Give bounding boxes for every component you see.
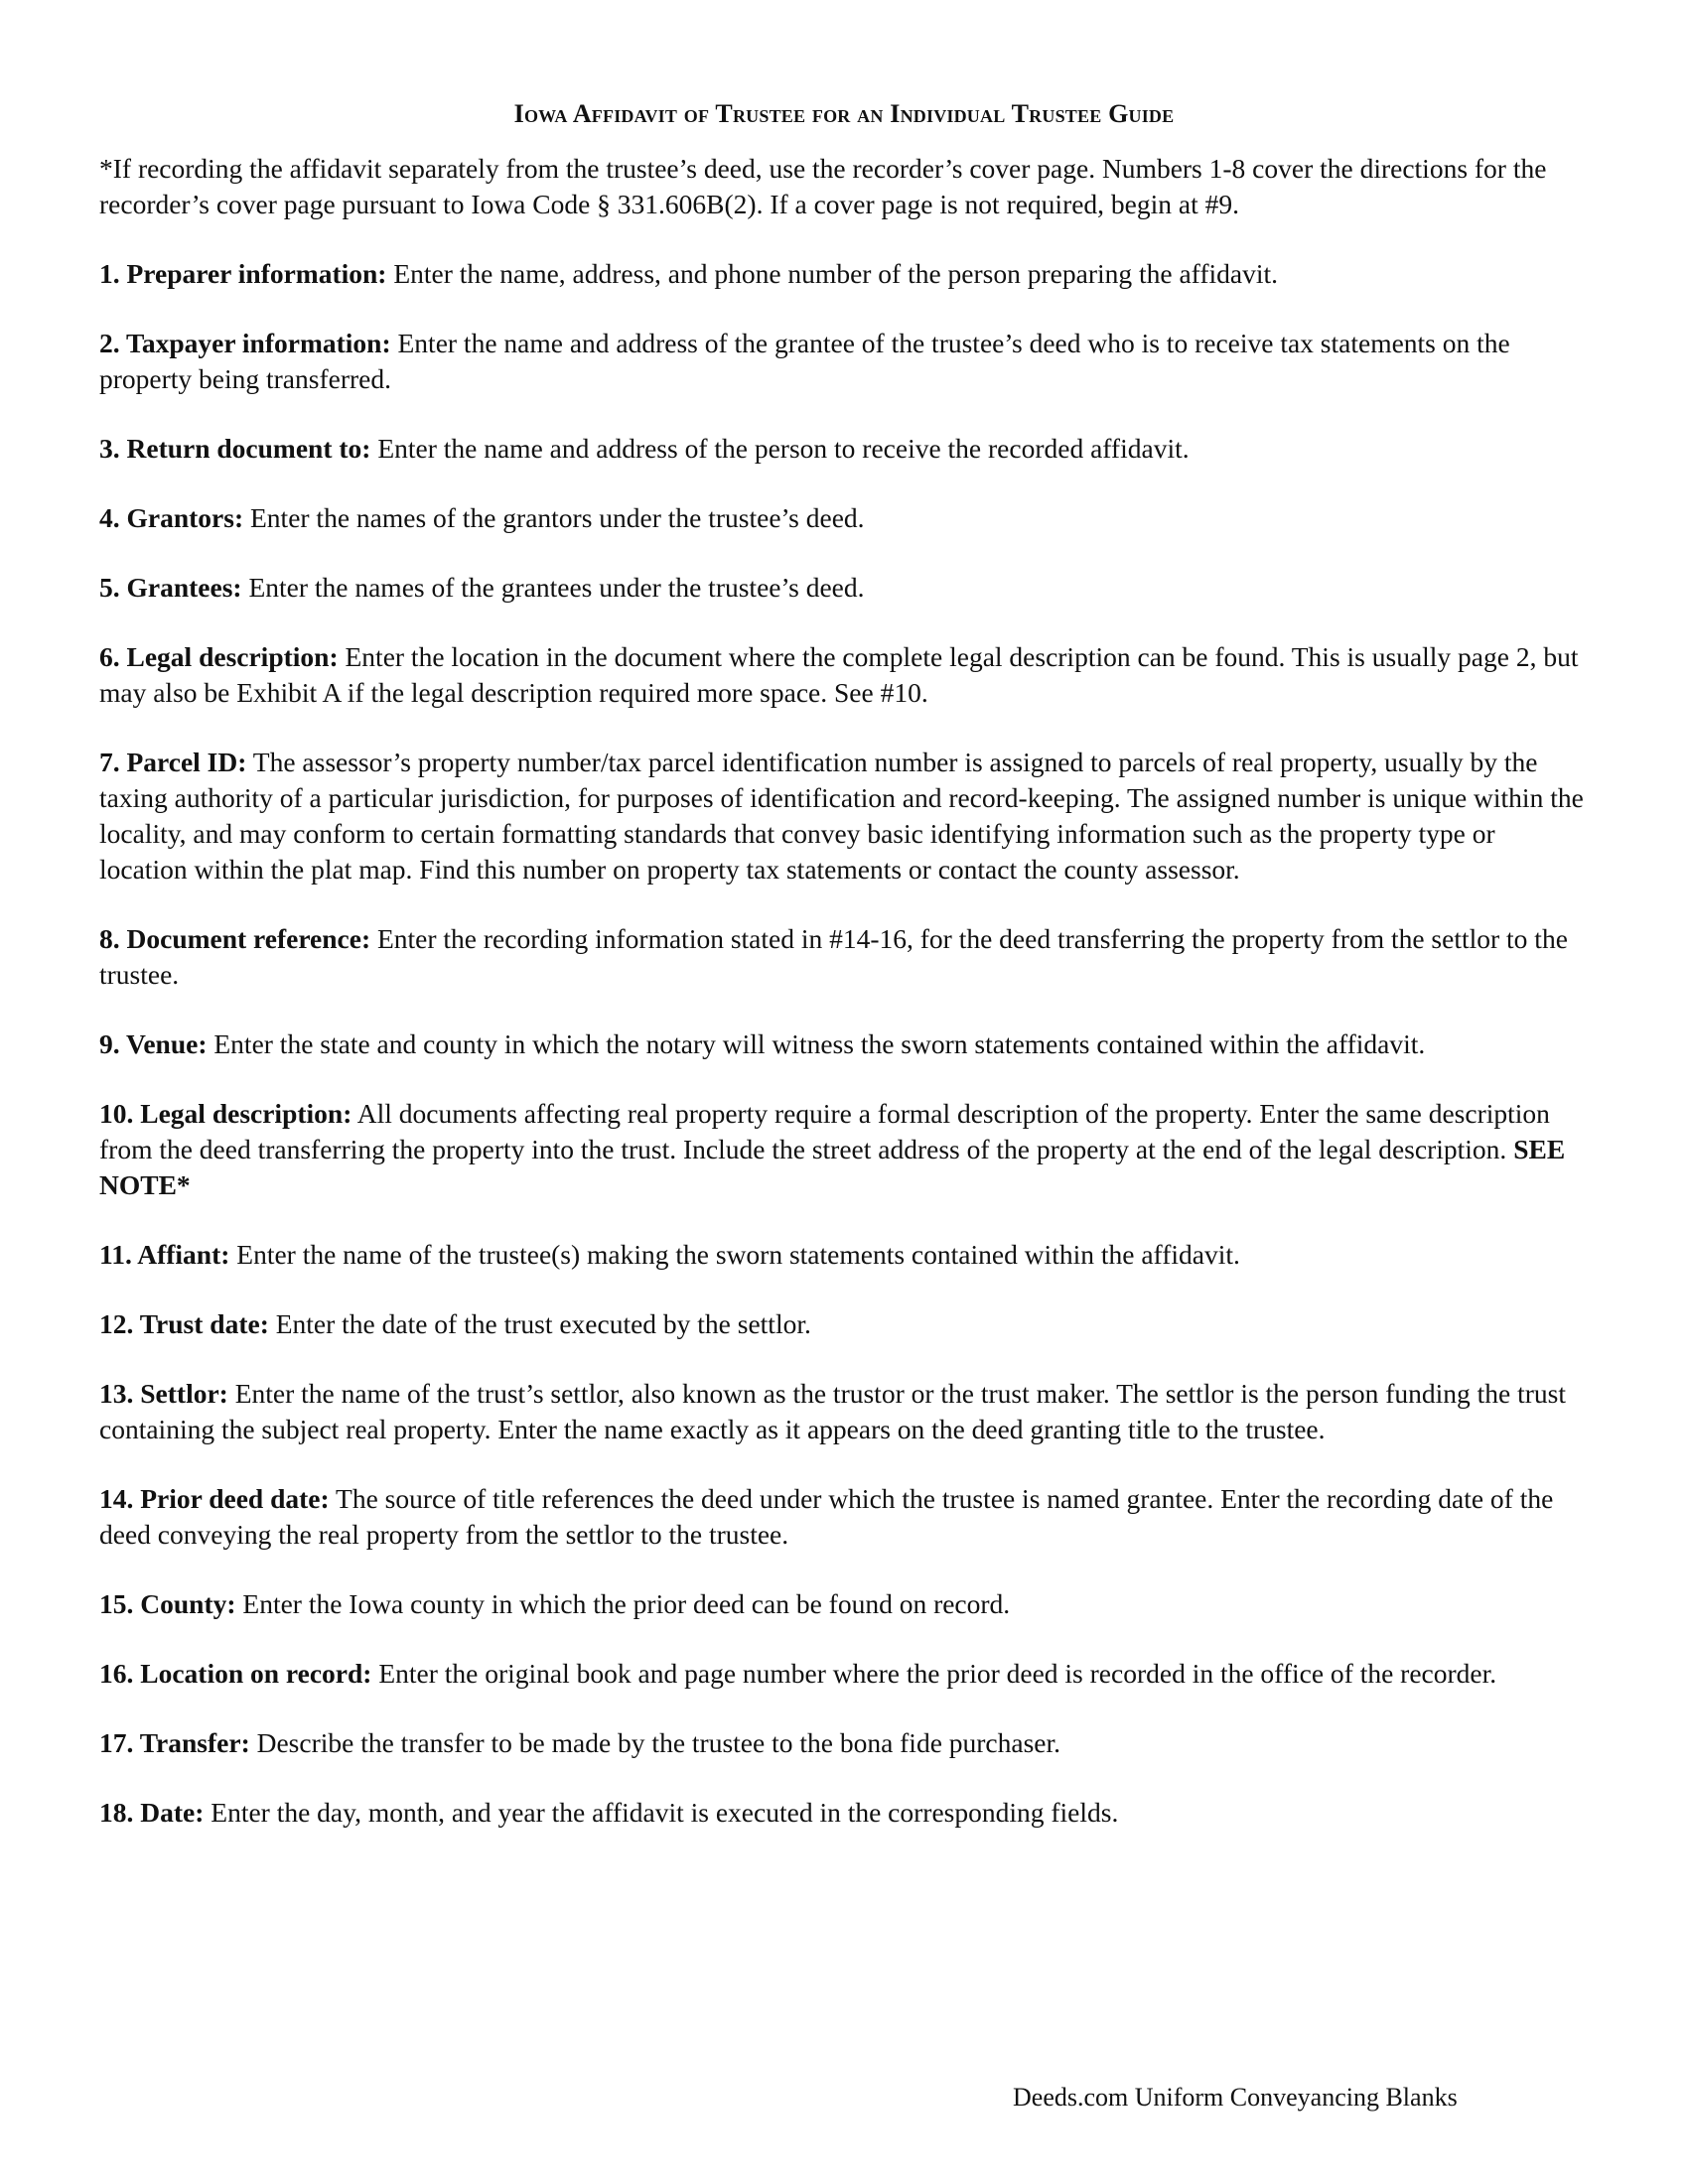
item-label: 6. Legal description: (99, 641, 339, 672)
guide-item (99, 1481, 1589, 1553)
item-label: 11. Affiant: (99, 1239, 230, 1270)
item-text: Enter the Iowa county in which the prior deed can be found on record. (235, 1588, 1011, 1619)
item-label: 9. Venue: (99, 1028, 208, 1059)
guide-item (99, 500, 1589, 536)
guide-item (99, 1026, 1589, 1062)
item-text: Enter the name and address of the person to receive the recorded affidavit. (370, 433, 1190, 464)
guide-item (99, 1725, 1589, 1761)
guide-item (99, 1237, 1589, 1273)
item-label: 15. County: (99, 1588, 236, 1619)
item-text: Enter the day, month, and year the affidavit is executed in the corresponding fields. (204, 1797, 1119, 1828)
intro-paragraph: *If recording the affidavit separately from the trustee’s deed, use the recorder’s cover page. Numbers 1-8 cover the directions for the recorder’s cover page pursuant to Iowa Code § 331.606B(2). If a cover page is not required, begin at #9. (99, 153, 1547, 219)
guide-item (99, 1795, 1589, 1831)
item-text: The assessor’s property number/tax parcel identification number is assigned to parcels of real property, usually by the taxing authority of a particular jurisdiction, for purposes of identification and record-keeping. The assigned number is unique within the locality, and may conform to certain formatting standards that convey basic identifying information such as the property type or location within the plat map. Find this number on property tax statements or contact the county assessor. (99, 747, 1584, 885)
guide-item (99, 639, 1589, 711)
document-page (99, 99, 1589, 1864)
item-text: Describe the transfer to be made by the trustee to the bona fide purchaser. (249, 1727, 1061, 1758)
item-label: 4. Grantors: (99, 502, 244, 533)
item-label: 8. Document reference: (99, 923, 371, 954)
item-text: Enter the names of the grantors under the trustee’s deed. (243, 502, 865, 533)
item-label: 13. Settlor: (99, 1378, 228, 1409)
item-text: Enter the original book and page number where the prior deed is recorded in the office of the recorder. (371, 1658, 1497, 1689)
guide-item (99, 570, 1589, 606)
guide-item (99, 1096, 1589, 1203)
item-text: Enter the date of the trust executed by the settlor. (268, 1308, 811, 1339)
item-label: 18. Date: (99, 1797, 205, 1828)
item-label: 14. Prior deed date: (99, 1483, 330, 1514)
item-text: All documents affecting real property require a formal description of the property. Enter the same description from the deed transferring the property into the trust. Include the street address of the property at the end of the legal description. (99, 1098, 1550, 1164)
guide-item (99, 1376, 1589, 1447)
item-text: Enter the location in the document where the complete legal description can be found. This is usually page 2, but may also be Exhibit A if the legal description required more space. See #10. (99, 641, 1579, 708)
see-note-text: SEE NOTE* (99, 1134, 1566, 1200)
footer-text: Deeds.com Uniform Conveyancing Blanks (1013, 2083, 1458, 2112)
guide-item (99, 1306, 1589, 1342)
document-title: Iowa Affidavit of Trustee for an Individual Trustee Guide (513, 99, 1175, 128)
item-label: 1. Preparer information: (99, 258, 387, 289)
item-text: Enter the name, address, and phone number of the person preparing the affidavit. (386, 258, 1278, 289)
item-text: Enter the state and county in which the notary will witness the sworn statements contained within the affidavit. (207, 1028, 1426, 1059)
guide-item (99, 921, 1589, 993)
item-label: 5. Grantees: (99, 572, 242, 603)
guide-item (99, 1586, 1589, 1622)
item-label: 3. Return document to: (99, 433, 371, 464)
item-text: Enter the recording information stated in #14-16, for the deed transferring the property from the settlor to the trustee. (99, 923, 1568, 990)
guide-item (99, 256, 1589, 292)
item-label: 7. Parcel ID: (99, 747, 247, 777)
item-text: Enter the name of the trustee(s) making the sworn statements contained within the affidavit. (229, 1239, 1240, 1270)
item-text: Enter the name and address of the grantee of the trustee’s deed who is to receive tax statements on the property being transferred. (99, 328, 1510, 394)
guide-item (99, 745, 1589, 887)
item-text: The source of title references the deed under which the trustee is named grantee. Enter the recording date of the deed conveying the real property from the settlor to the trustee. (99, 1483, 1554, 1550)
item-label: 16. Location on record: (99, 1658, 372, 1689)
item-text: Enter the name of the trust’s settlor, also known as the trustor or the trust maker. The settlor is the person funding the trust containing the subject real property. Enter the name exactly as it appears on the deed granting title to the trustee. (99, 1378, 1566, 1444)
item-label: 12. Trust date: (99, 1308, 269, 1339)
item-label: 2. Taxpayer information: (99, 328, 391, 358)
item-text: Enter the names of the grantees under the trustee’s deed. (241, 572, 865, 603)
item-label: 10. Legal description: (99, 1098, 352, 1129)
guide-item (99, 1656, 1589, 1692)
guide-item (99, 431, 1589, 467)
item-label: 17. Transfer: (99, 1727, 250, 1758)
guide-item (99, 326, 1589, 397)
